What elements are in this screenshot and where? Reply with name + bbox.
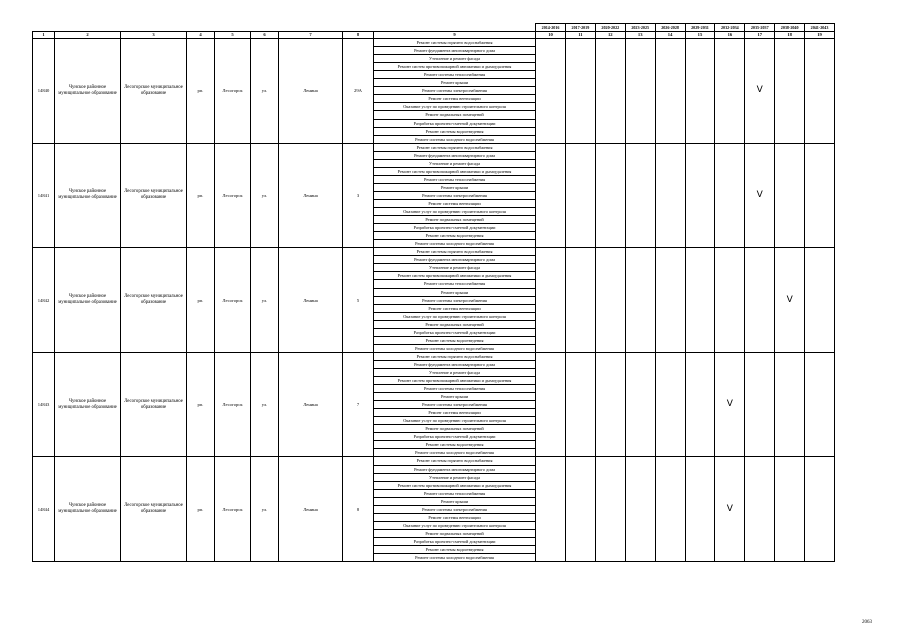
work-type: Ремонт систем противопожарной автоматики и дымоудаления xyxy=(374,377,536,385)
period-header: 2032-2034 xyxy=(715,24,745,32)
work-type: Ремонт системы горячего водоснабжения xyxy=(374,143,536,151)
work-type: Ремонт систем противопожарной автоматики и дымоудаления xyxy=(374,63,536,71)
work-type: Ремонт системы холодного водоснабжения xyxy=(374,344,536,352)
work-type: Ремонт подвальных помещений xyxy=(374,216,536,224)
column-number: 1 xyxy=(33,32,55,39)
period-cell xyxy=(685,352,715,457)
period-cell xyxy=(625,248,655,353)
period-mark: V xyxy=(745,143,775,248)
period-header: 2038-2040 xyxy=(775,24,805,32)
locality-type: рп. xyxy=(187,457,215,562)
work-type: Утепление и ремонт фасада xyxy=(374,368,536,376)
period-cell xyxy=(805,457,835,562)
column-number: 19 xyxy=(805,32,835,39)
period-cell xyxy=(536,143,566,248)
period-cell xyxy=(685,457,715,562)
work-type: Ремонт системы вентиляции xyxy=(374,304,536,312)
locality-type: рп. xyxy=(187,248,215,353)
table-row xyxy=(33,143,835,151)
page-number: 2063 xyxy=(862,620,872,625)
work-type: Разработка проектно-сметной документации xyxy=(374,433,536,441)
column-number-row xyxy=(33,32,835,39)
house-number: 29А xyxy=(343,39,374,144)
work-type: Утепление и ремонт фасада xyxy=(374,159,536,167)
period-header: 2026-2028 xyxy=(655,24,685,32)
column-number: 14 xyxy=(655,32,685,39)
work-type: Ремонт системы горячего водоснабжения xyxy=(374,248,536,256)
locality-name: Лесогорск xyxy=(215,39,251,144)
work-type: Разработка проектно-сметной документации xyxy=(374,119,536,127)
period-cell xyxy=(565,352,595,457)
period-cell xyxy=(655,39,685,144)
street-type: ул. xyxy=(251,457,279,562)
work-type: Ремонт системы вентиляции xyxy=(374,409,536,417)
period-header: 2023-2025 xyxy=(625,24,655,32)
work-type: Ремонт системы холодного водоснабжения xyxy=(374,449,536,457)
period-mark: V xyxy=(715,457,745,562)
period-cell xyxy=(536,39,566,144)
municipality-name: Чунское районное муниципальное образование xyxy=(55,248,121,353)
work-type: Ремонт системы холодного водоснабжения xyxy=(374,554,536,562)
work-type: Утепление и ремонт фасада xyxy=(374,55,536,63)
column-number: 11 xyxy=(565,32,595,39)
period-header: 2029-2031 xyxy=(685,24,715,32)
work-type: Ремонт системы вентиляции xyxy=(374,199,536,207)
table-row xyxy=(33,248,835,256)
column-number: 13 xyxy=(625,32,655,39)
work-type: Ремонт системы теплоснабжения xyxy=(374,489,536,497)
work-type: Ремонт подвальных помещений xyxy=(374,320,536,328)
table-row xyxy=(33,457,835,465)
work-type: Ремонт системы водоотведения xyxy=(374,336,536,344)
period-mark: V xyxy=(775,248,805,353)
period-cell xyxy=(625,352,655,457)
work-type: Ремонт систем противопожарной автоматики и дымоудаления xyxy=(374,272,536,280)
work-type: Ремонт системы вентиляции xyxy=(374,95,536,103)
period-cell xyxy=(595,248,625,353)
work-type: Оказание услуг по проведению строительного контроля xyxy=(374,521,536,529)
work-type: Оказание услуг по проведению строительного контроля xyxy=(374,312,536,320)
period-cell xyxy=(595,352,625,457)
header-blank xyxy=(33,24,536,32)
municipality-name: Чунское районное муниципальное образование xyxy=(55,457,121,562)
period-cell xyxy=(655,352,685,457)
street-type: ул. xyxy=(251,248,279,353)
period-cell xyxy=(655,248,685,353)
work-type: Ремонт крыши xyxy=(374,288,536,296)
locality-name: Лесогорск xyxy=(215,248,251,353)
house-number: 3 xyxy=(343,143,374,248)
period-cell xyxy=(745,457,775,562)
column-number: 3 xyxy=(121,32,187,39)
period-cell xyxy=(595,143,625,248)
locality-type: рп. xyxy=(187,352,215,457)
settlement-name: Лесогорское муниципальное образование xyxy=(121,143,187,248)
period-cell xyxy=(745,352,775,457)
street-name: Ленина xyxy=(279,39,343,144)
table-row xyxy=(33,39,835,47)
work-type: Ремонт системы горячего водоснабжения xyxy=(374,39,536,47)
work-type: Ремонт крыши xyxy=(374,183,536,191)
house-number: 7 xyxy=(343,352,374,457)
work-type: Ремонт системы теплоснабжения xyxy=(374,71,536,79)
period-cell xyxy=(565,457,595,562)
period-header: 2035-2037 xyxy=(745,24,775,32)
work-type: Ремонт подвальных помещений xyxy=(374,111,536,119)
column-number: 4 xyxy=(187,32,215,39)
period-cell xyxy=(685,248,715,353)
work-type: Разработка проектно-сметной документации xyxy=(374,224,536,232)
period-cell xyxy=(715,143,745,248)
work-type: Ремонт крыши xyxy=(374,497,536,505)
column-number: 2 xyxy=(55,32,121,39)
work-type: Разработка проектно-сметной документации xyxy=(374,328,536,336)
settlement-name: Лесогорское муниципальное образование xyxy=(121,39,187,144)
period-cell xyxy=(536,352,566,457)
column-number: 17 xyxy=(745,32,775,39)
house-number: 8 xyxy=(343,457,374,562)
period-cell xyxy=(805,143,835,248)
house-number: 5 xyxy=(343,248,374,353)
locality-name: Лесогорск xyxy=(215,143,251,248)
period-header: 2020-2022 xyxy=(595,24,625,32)
work-type: Ремонт системы теплоснабжения xyxy=(374,385,536,393)
work-type: Ремонт фундамента многоквартирного дома xyxy=(374,256,536,264)
street-name: Ленина xyxy=(279,143,343,248)
street-type: ул. xyxy=(251,39,279,144)
period-cell xyxy=(715,248,745,353)
period-cell xyxy=(805,352,835,457)
capital-repair-schedule xyxy=(32,23,834,562)
period-cell xyxy=(595,457,625,562)
municipality-name: Чунское районное муниципальное образование xyxy=(55,143,121,248)
work-type: Ремонт системы водоотведения xyxy=(374,232,536,240)
period-cell xyxy=(805,39,835,144)
work-type: Ремонт систем противопожарной автоматики и дымоудаления xyxy=(374,167,536,175)
municipality-name: Чунское районное муниципальное образование xyxy=(55,352,121,457)
work-type: Утепление и ремонт фасада xyxy=(374,473,536,481)
work-type: Ремонт системы водоотведения xyxy=(374,127,536,135)
work-type: Ремонт системы водоотведения xyxy=(374,546,536,554)
column-number: 6 xyxy=(251,32,279,39)
work-type: Ремонт системы электроснабжения xyxy=(374,87,536,95)
street-type: ул. xyxy=(251,143,279,248)
house-id: 14841 xyxy=(33,143,55,248)
work-type: Ремонт системы водоотведения xyxy=(374,441,536,449)
period-header: 2041-2043 xyxy=(805,24,835,32)
period-cell xyxy=(805,248,835,353)
work-type: Ремонт системы холодного водоснабжения xyxy=(374,135,536,143)
work-type: Ремонт подвальных помещений xyxy=(374,425,536,433)
period-cell xyxy=(565,143,595,248)
locality-name: Лесогорск xyxy=(215,352,251,457)
street-name: Ленина xyxy=(279,457,343,562)
schedule-table xyxy=(32,23,835,562)
work-type: Оказание услуг по проведению строительного контроля xyxy=(374,103,536,111)
work-type: Ремонт системы электроснабжения xyxy=(374,191,536,199)
work-type: Утепление и ремонт фасада xyxy=(374,264,536,272)
period-cell xyxy=(655,143,685,248)
period-cell xyxy=(775,143,805,248)
locality-type: рп. xyxy=(187,143,215,248)
work-type: Ремонт системы горячего водоснабжения xyxy=(374,352,536,360)
column-number: 8 xyxy=(343,32,374,39)
settlement-name: Лесогорское муниципальное образование xyxy=(121,248,187,353)
period-cell xyxy=(745,248,775,353)
period-cell xyxy=(685,143,715,248)
work-type: Ремонт фундамента многоквартирного дома xyxy=(374,151,536,159)
work-type: Ремонт фундамента многоквартирного дома xyxy=(374,360,536,368)
period-header: 2014-2016 xyxy=(536,24,566,32)
period-cell xyxy=(685,39,715,144)
period-mark: V xyxy=(745,39,775,144)
work-type: Ремонт системы теплоснабжения xyxy=(374,280,536,288)
period-cell xyxy=(536,457,566,562)
period-cell xyxy=(775,39,805,144)
municipality-name: Чунское районное муниципальное образование xyxy=(55,39,121,144)
work-type: Ремонт системы холодного водоснабжения xyxy=(374,240,536,248)
period-cell xyxy=(565,248,595,353)
work-type: Ремонт системы теплоснабжения xyxy=(374,175,536,183)
work-type: Разработка проектно-сметной документации xyxy=(374,537,536,545)
column-number: 15 xyxy=(685,32,715,39)
work-type: Ремонт фундамента многоквартирного дома xyxy=(374,47,536,55)
column-number: 7 xyxy=(279,32,343,39)
house-id: 14844 xyxy=(33,457,55,562)
period-mark: V xyxy=(715,352,745,457)
house-id: 14840 xyxy=(33,39,55,144)
column-number: 16 xyxy=(715,32,745,39)
column-number: 18 xyxy=(775,32,805,39)
work-type: Ремонт подвальных помещений xyxy=(374,529,536,537)
period-cell xyxy=(595,39,625,144)
column-number: 12 xyxy=(595,32,625,39)
period-cell xyxy=(715,39,745,144)
work-type: Оказание услуг по проведению строительного контроля xyxy=(374,417,536,425)
column-number: 9 xyxy=(374,32,536,39)
column-number: 10 xyxy=(536,32,566,39)
street-name: Ленина xyxy=(279,352,343,457)
work-type: Ремонт систем противопожарной автоматики и дымоудаления xyxy=(374,481,536,489)
work-type: Ремонт системы вентиляции xyxy=(374,513,536,521)
period-header-row xyxy=(33,24,835,32)
house-id: 14842 xyxy=(33,248,55,353)
settlement-name: Лесогорское муниципальное образование xyxy=(121,352,187,457)
table-row xyxy=(33,352,835,360)
work-type: Ремонт фундамента многоквартирного дома xyxy=(374,465,536,473)
period-cell xyxy=(655,457,685,562)
street-type: ул. xyxy=(251,352,279,457)
street-name: Ленина xyxy=(279,248,343,353)
period-cell xyxy=(565,39,595,144)
period-cell xyxy=(775,457,805,562)
period-cell xyxy=(775,352,805,457)
column-number: 5 xyxy=(215,32,251,39)
period-cell xyxy=(536,248,566,353)
work-type: Ремонт системы электроснабжения xyxy=(374,296,536,304)
period-header: 2017-2019 xyxy=(565,24,595,32)
period-cell xyxy=(625,143,655,248)
work-type: Ремонт крыши xyxy=(374,79,536,87)
work-type: Оказание услуг по проведению строительного контроля xyxy=(374,208,536,216)
period-cell xyxy=(625,457,655,562)
work-type: Ремонт системы горячего водоснабжения xyxy=(374,457,536,465)
settlement-name: Лесогорское муниципальное образование xyxy=(121,457,187,562)
period-cell xyxy=(625,39,655,144)
house-id: 14843 xyxy=(33,352,55,457)
work-type: Ремонт крыши xyxy=(374,393,536,401)
locality-name: Лесогорск xyxy=(215,457,251,562)
locality-type: рп. xyxy=(187,39,215,144)
work-type: Ремонт системы электроснабжения xyxy=(374,401,536,409)
work-type: Ремонт системы электроснабжения xyxy=(374,505,536,513)
